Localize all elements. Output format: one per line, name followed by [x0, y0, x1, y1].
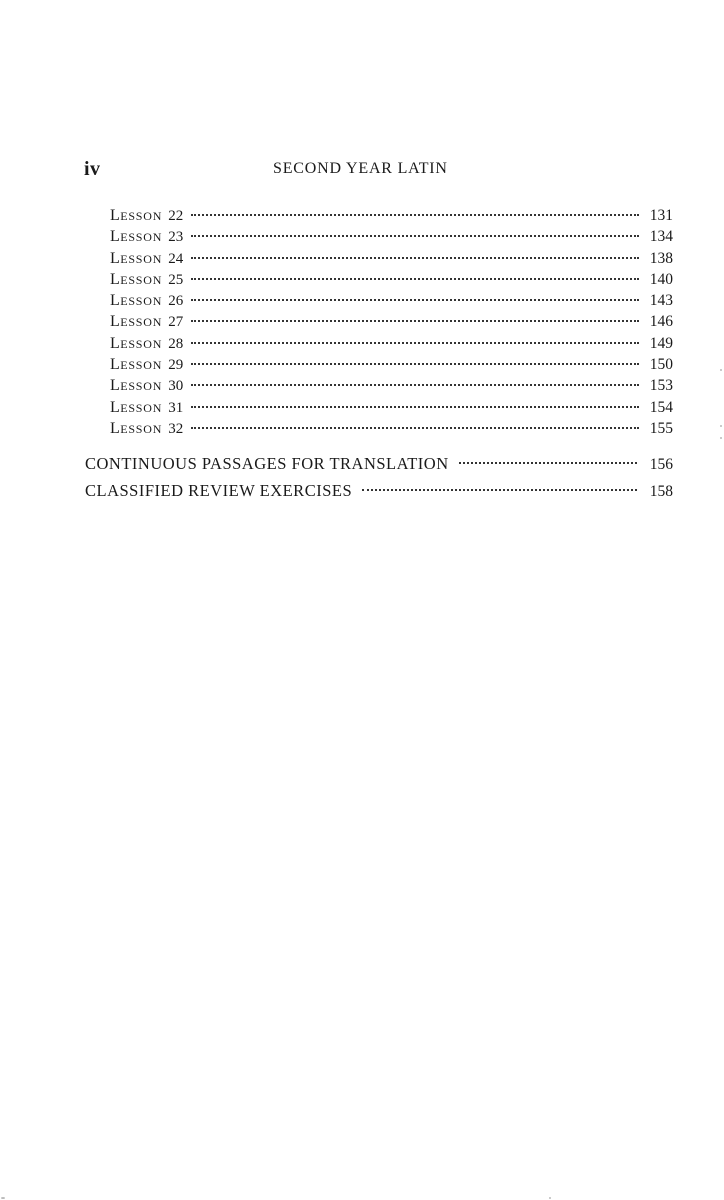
lesson-number: 31 — [168, 399, 184, 416]
lesson-label: LESSON — [110, 207, 163, 224]
page-reference: 155 — [649, 419, 673, 437]
dot-leader — [191, 363, 639, 365]
toc-entry-continuous-passages — [85, 450, 673, 477]
dot-leader — [191, 214, 639, 216]
toc-entry-lesson-27 — [110, 311, 673, 332]
dot-leader — [191, 235, 639, 237]
lesson-label: LESSON — [110, 377, 163, 395]
toc-entry-lesson-25 — [110, 269, 673, 290]
lesson-label: LESSON — [110, 292, 163, 310]
lesson-label: LESSON — [110, 334, 163, 352]
page-reference: 153 — [649, 377, 673, 395]
scan-artifact — [549, 1197, 551, 1199]
lesson-number: 27 — [168, 314, 184, 331]
dot-leader — [191, 342, 639, 344]
toc-entry-lesson-31 — [110, 397, 673, 418]
lesson-number: 25 — [168, 271, 184, 288]
lesson-number: 22 — [168, 208, 184, 224]
page-reference: 143 — [649, 292, 673, 310]
page-number: iv — [84, 158, 101, 180]
page-reference: 140 — [649, 270, 673, 288]
lesson-label: LESSON — [110, 270, 163, 288]
toc-entry-lesson-28 — [110, 333, 673, 354]
lesson-label: LESSON — [110, 398, 163, 416]
dot-leader — [459, 462, 637, 464]
scan-artifact — [1, 1197, 5, 1199]
dot-leader — [191, 427, 639, 429]
lesson-number: 23 — [168, 229, 184, 246]
dot-leader — [362, 489, 637, 491]
lesson-number: 30 — [168, 378, 184, 395]
scan-artifact — [720, 369, 722, 371]
page-reference: 134 — [649, 228, 673, 246]
page-reference: 150 — [649, 356, 673, 374]
section-label: CLASSIFIED REVIEW EXERCISES — [85, 481, 353, 500]
lesson-number: 28 — [168, 335, 184, 352]
toc-entry-lesson-29 — [110, 354, 673, 375]
page-reference: 149 — [649, 334, 673, 352]
running-head: SECOND YEAR LATIN — [273, 160, 448, 177]
dot-leader — [191, 278, 639, 280]
page-reference: 138 — [649, 249, 673, 267]
scan-artifact — [720, 425, 722, 427]
dot-leader — [191, 384, 639, 386]
toc-section-list — [85, 450, 673, 504]
lesson-label: LESSON — [110, 313, 163, 331]
dot-leader — [191, 320, 639, 322]
dot-leader — [191, 406, 639, 408]
toc-entry-lesson-23 — [110, 226, 673, 247]
lesson-label: LESSON — [110, 419, 163, 437]
lesson-number: 29 — [168, 357, 184, 374]
toc-entry-lesson-26 — [110, 290, 673, 311]
lesson-label: LESSON — [110, 228, 163, 246]
page-reference: 156 — [649, 456, 673, 473]
scan-artifact — [720, 437, 722, 439]
lesson-number: 26 — [168, 293, 184, 310]
lesson-label: LESSON — [110, 356, 163, 374]
lesson-number: 32 — [168, 420, 184, 437]
page-reference: 131 — [649, 207, 673, 224]
toc-entry-lesson-32 — [110, 418, 673, 439]
toc-lesson-list — [110, 205, 673, 439]
toc-entry-lesson-22 — [110, 205, 673, 226]
section-label: CONTINUOUS PASSAGES FOR TRANSLATION — [85, 454, 449, 473]
page-reference: 158 — [649, 483, 673, 500]
dot-leader — [191, 299, 639, 301]
page-reference: 146 — [649, 313, 673, 331]
lesson-number: 24 — [168, 250, 184, 267]
toc-entry-lesson-24 — [110, 248, 673, 269]
lesson-label: LESSON — [110, 249, 163, 267]
page-reference: 154 — [649, 398, 673, 416]
dot-leader — [191, 257, 639, 259]
toc-entry-classified-review — [85, 477, 673, 504]
toc-entry-lesson-30 — [110, 375, 673, 396]
